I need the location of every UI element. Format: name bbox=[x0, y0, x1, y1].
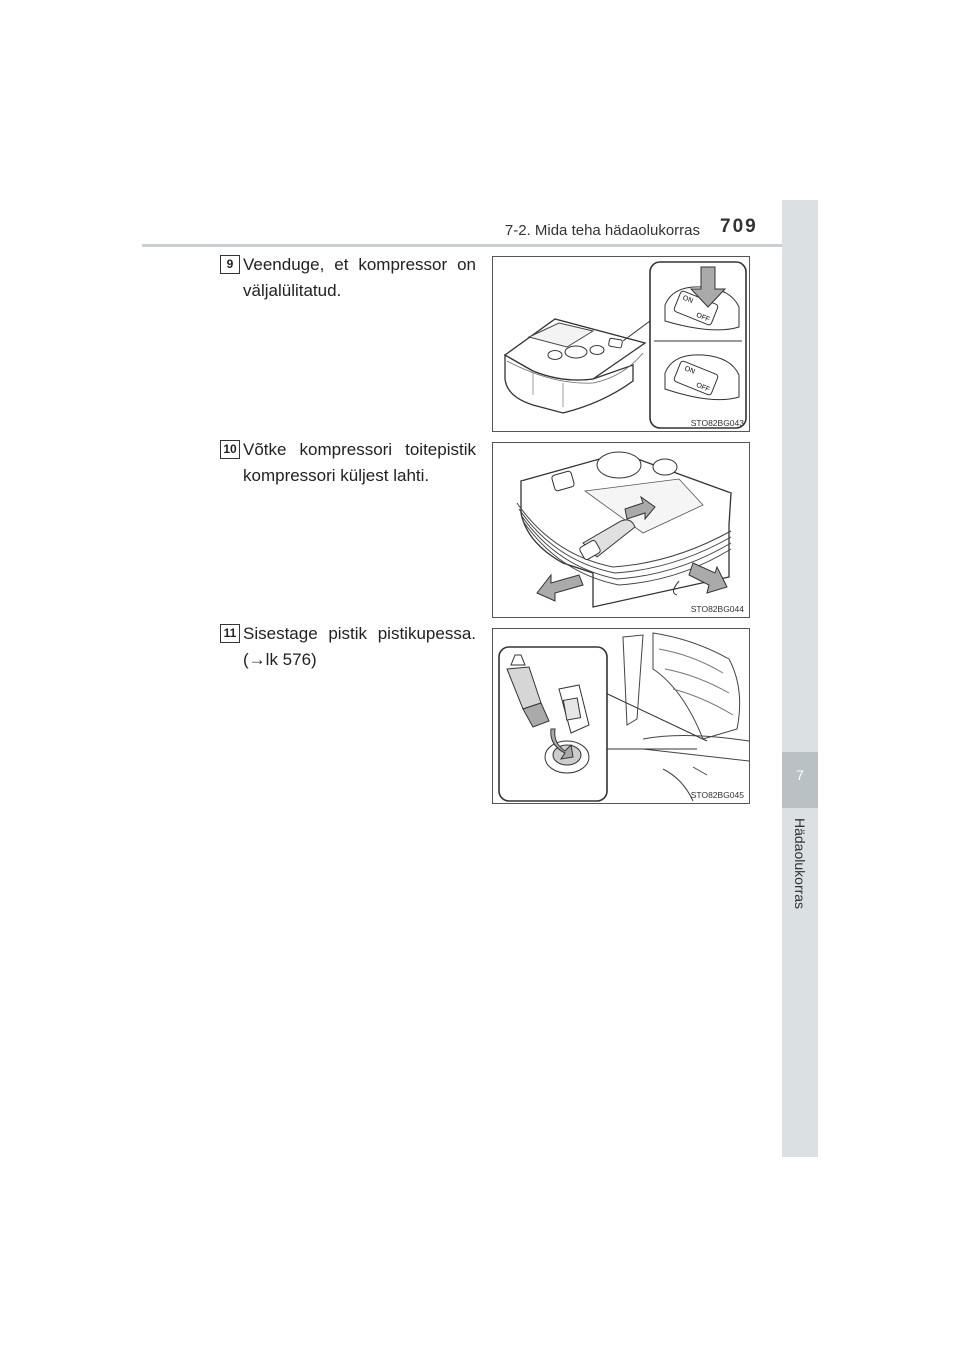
step-11-badge: 11 bbox=[220, 624, 240, 643]
figure-unplug-cord bbox=[492, 442, 750, 618]
step-9-line2: väljalülitatud. bbox=[243, 281, 342, 300]
figure-insert-plug bbox=[492, 628, 750, 804]
step-11-line2: (→lk 576) bbox=[243, 650, 317, 669]
figure-code-10: STO82BG044 bbox=[690, 604, 744, 614]
step-11-text bbox=[243, 621, 476, 673]
step-10-badge: 10 bbox=[220, 440, 240, 459]
step-9-line1: Veenduge, et kompressor on bbox=[243, 255, 476, 274]
switch-off-label-bottom: OFF bbox=[695, 381, 711, 394]
compressor-switch-illustration bbox=[493, 257, 751, 433]
chapter-label-wrap bbox=[790, 818, 810, 928]
chapter-number: 7 bbox=[796, 767, 804, 783]
insert-plug-illustration bbox=[493, 629, 751, 805]
unplug-cord-illustration bbox=[493, 443, 751, 619]
header-divider bbox=[142, 244, 818, 247]
figure-compressor-switch bbox=[492, 256, 750, 432]
step-11-line1: Sisestage pistik pistikupessa. bbox=[243, 624, 476, 643]
step-10-line2: kompressori küljest lahti. bbox=[243, 466, 430, 485]
page-number: 709 bbox=[720, 216, 758, 237]
chapter-label: Hädaolukorras bbox=[792, 818, 808, 910]
step-10-line1: Võtke kompressori toitepistik bbox=[243, 440, 476, 459]
step-9-text bbox=[243, 252, 476, 304]
chapter-side-tab bbox=[782, 200, 818, 1157]
switch-on-label-bottom: ON bbox=[683, 365, 696, 376]
step-9-badge: 9 bbox=[220, 255, 240, 274]
step-10-text bbox=[243, 437, 476, 489]
outward-arrow-icon bbox=[537, 575, 583, 601]
switch-off-label-top: OFF bbox=[695, 311, 711, 324]
figure-code-11: STO82BG045 bbox=[690, 790, 744, 800]
figure-code-9: STO82BG043 bbox=[690, 418, 744, 428]
switch-on-label-top: ON bbox=[681, 294, 694, 306]
section-title: 7-2. Mida teha hädaolukorras bbox=[504, 222, 700, 239]
